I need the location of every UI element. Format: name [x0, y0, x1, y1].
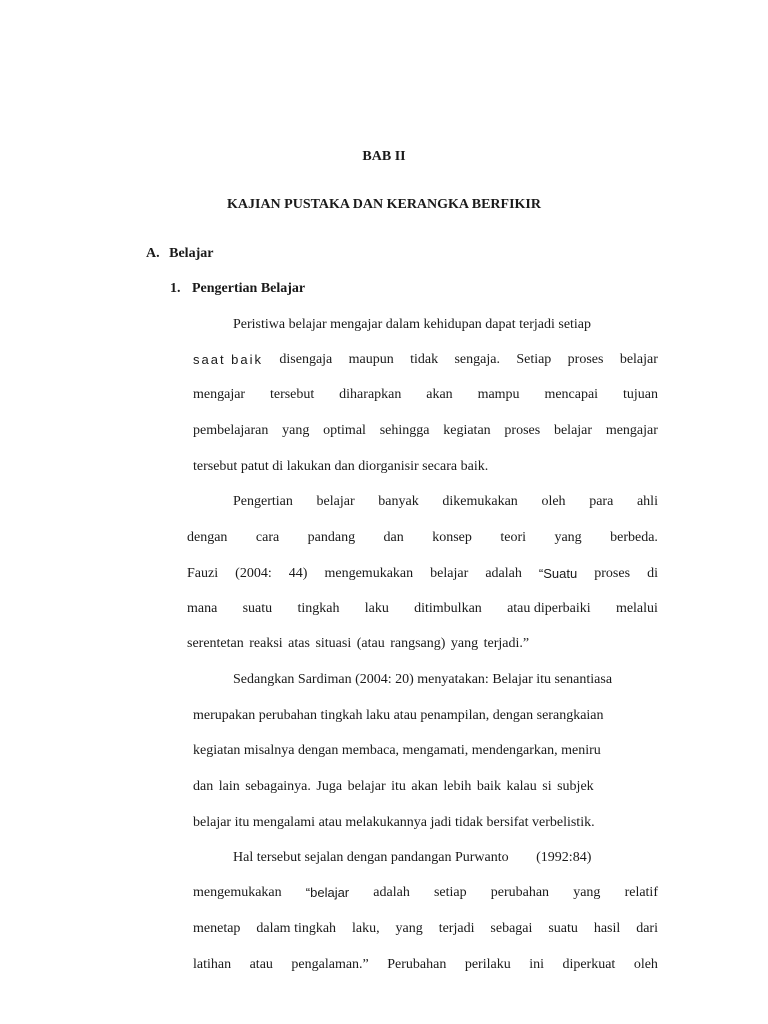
- word: sengaja.: [454, 352, 500, 367]
- subsection-1-heading: [170, 280, 305, 298]
- word: “belajar: [305, 885, 350, 900]
- word: tidak: [410, 352, 439, 367]
- word: proses: [567, 352, 604, 367]
- word: melalui: [615, 601, 658, 616]
- word: pandang: [307, 530, 356, 545]
- paragraph-4-line-1-year: (1992:84): [536, 850, 592, 865]
- word: Perubahan: [387, 957, 447, 972]
- section-a-heading: [146, 245, 213, 263]
- word: dengan: [187, 530, 228, 545]
- word: akan: [426, 387, 453, 402]
- paragraph-1-line-1: Peristiwa belajar mengajar dalam kehidupan dapat terjadi setiap: [233, 317, 592, 332]
- word: suatu: [548, 921, 578, 936]
- word: banyak: [378, 494, 419, 509]
- word: konsep: [432, 530, 472, 545]
- word: suatu: [242, 601, 273, 616]
- word: mengajar: [605, 423, 658, 438]
- word: mengemukakan: [193, 885, 282, 900]
- paragraph-1-line-3: [193, 386, 658, 404]
- word: diperkuat: [562, 957, 616, 972]
- paragraph-4-line-4: [193, 956, 658, 974]
- word: ahli: [636, 494, 658, 509]
- word: yang: [573, 885, 601, 900]
- subsection-1-marker: 1.: [170, 281, 181, 296]
- word: belajar: [316, 494, 355, 509]
- word: dikemukakan: [442, 494, 518, 509]
- word: adalah: [373, 885, 410, 900]
- word: proses: [594, 566, 631, 581]
- word: latihan: [193, 957, 232, 972]
- paragraph-4-line-2: [193, 884, 658, 902]
- word: para: [589, 494, 614, 509]
- word: (2004:: [235, 566, 272, 581]
- subsection-1-title: Pengertian Belajar: [192, 281, 306, 296]
- paragraph-1-line-2: [193, 351, 658, 369]
- word: yang: [282, 423, 310, 438]
- word: teori: [500, 530, 526, 545]
- word: maupun: [348, 352, 394, 367]
- word: pengalaman.”: [291, 957, 369, 972]
- paragraph-4-line-1-text: Hal tersebut sejalan dengan pandangan Purwanto: [233, 850, 509, 865]
- section-a-title: Belajar: [169, 246, 214, 261]
- word: berbeda.: [610, 530, 658, 545]
- word: menetap: [193, 921, 241, 936]
- paragraph-3-line-5: belajar itu mengalami atau melakukannya jadi tidak bersifat verbelistik.: [193, 815, 595, 830]
- word: sehingga: [379, 423, 430, 438]
- paragraph-2-line-1: [233, 493, 658, 511]
- word: Pengertian: [233, 494, 293, 509]
- word: yang: [554, 530, 582, 545]
- word: tersebut: [269, 387, 315, 402]
- paragraph-3-line-3: kegiatan misalnya dengan membaca, mengamati, mendengarkan, meniru: [193, 743, 601, 758]
- word: mengajar: [193, 387, 246, 402]
- word: dan: [383, 530, 404, 545]
- paragraph-2-line-5: serentetan reaksi atas situasi (atau rangsang) yang terjadi.”: [187, 636, 530, 651]
- word: dalam tingkah: [256, 921, 337, 936]
- word: belajar: [553, 423, 593, 438]
- word: “Suatu: [538, 566, 578, 581]
- word: setiap: [433, 885, 467, 900]
- word: dari: [636, 921, 658, 936]
- chapter-title: BAB II: [362, 149, 406, 164]
- word: disengaja: [279, 352, 333, 367]
- word: ini: [529, 957, 544, 972]
- word: diharapkan: [339, 387, 402, 402]
- paragraph-1-line-5: tersebut patut di lakukan dan diorganisir secara baik.: [193, 459, 489, 474]
- word: proses: [504, 423, 541, 438]
- chapter-subtitle: KAJIAN PUSTAKA DAN KERANGKA BERFIKIR: [227, 197, 541, 212]
- word: sebagai: [490, 921, 533, 936]
- word: belajar: [619, 352, 658, 367]
- word: relatif: [624, 885, 658, 900]
- word: ditimbulkan: [414, 601, 482, 616]
- word: mana: [187, 601, 218, 616]
- word: mencapai: [544, 387, 599, 402]
- word: atau diperbaiki: [507, 601, 591, 616]
- word: oleh: [541, 494, 566, 509]
- word: atau: [249, 957, 273, 972]
- paragraph-1-line-2-start: saat baik: [193, 352, 264, 367]
- paragraph-1-line-4: [193, 422, 658, 440]
- word: laku,: [352, 921, 380, 936]
- word: Fauzi: [187, 566, 219, 581]
- word: laku: [364, 601, 389, 616]
- word: perubahan: [490, 885, 550, 900]
- word: belajar: [430, 566, 469, 581]
- paragraph-3-line-2: merupakan perubahan tingkah laku atau penampilan, dengan serangkaian: [193, 708, 604, 723]
- paragraph-3-line-4: dan lain sebagainya. Juga belajar itu akan lebih baik kalau si subjek: [193, 779, 594, 794]
- word: terjadi: [438, 921, 475, 936]
- paragraph-2-line-2: [187, 529, 658, 547]
- word: yang: [395, 921, 423, 936]
- section-a-marker: A.: [146, 246, 160, 261]
- paragraph-2-line-4: [187, 600, 658, 618]
- word: cara: [255, 530, 280, 545]
- word: perilaku: [464, 957, 511, 972]
- word: tujuan: [622, 387, 658, 402]
- word: pembelajaran: [193, 423, 269, 438]
- word: adalah: [485, 566, 522, 581]
- word: tingkah: [297, 601, 340, 616]
- word: oleh: [633, 957, 658, 972]
- word: 44): [288, 566, 308, 581]
- word: hasil: [593, 921, 621, 936]
- paragraph-3-line-1: Sedangkan Sardiman (2004: 20) menyatakan: Belajar itu senantiasa: [233, 672, 613, 687]
- word: mengemukakan: [324, 566, 414, 581]
- paragraph-4-line-3: [193, 920, 658, 938]
- word: Setiap: [516, 352, 552, 367]
- word: di: [647, 566, 658, 581]
- paragraph-2-line-3: [187, 565, 658, 583]
- word: optimal: [323, 423, 366, 438]
- paragraph-4-line-1: [233, 849, 591, 867]
- word: mampu: [477, 387, 520, 402]
- word: kegiatan: [443, 423, 491, 438]
